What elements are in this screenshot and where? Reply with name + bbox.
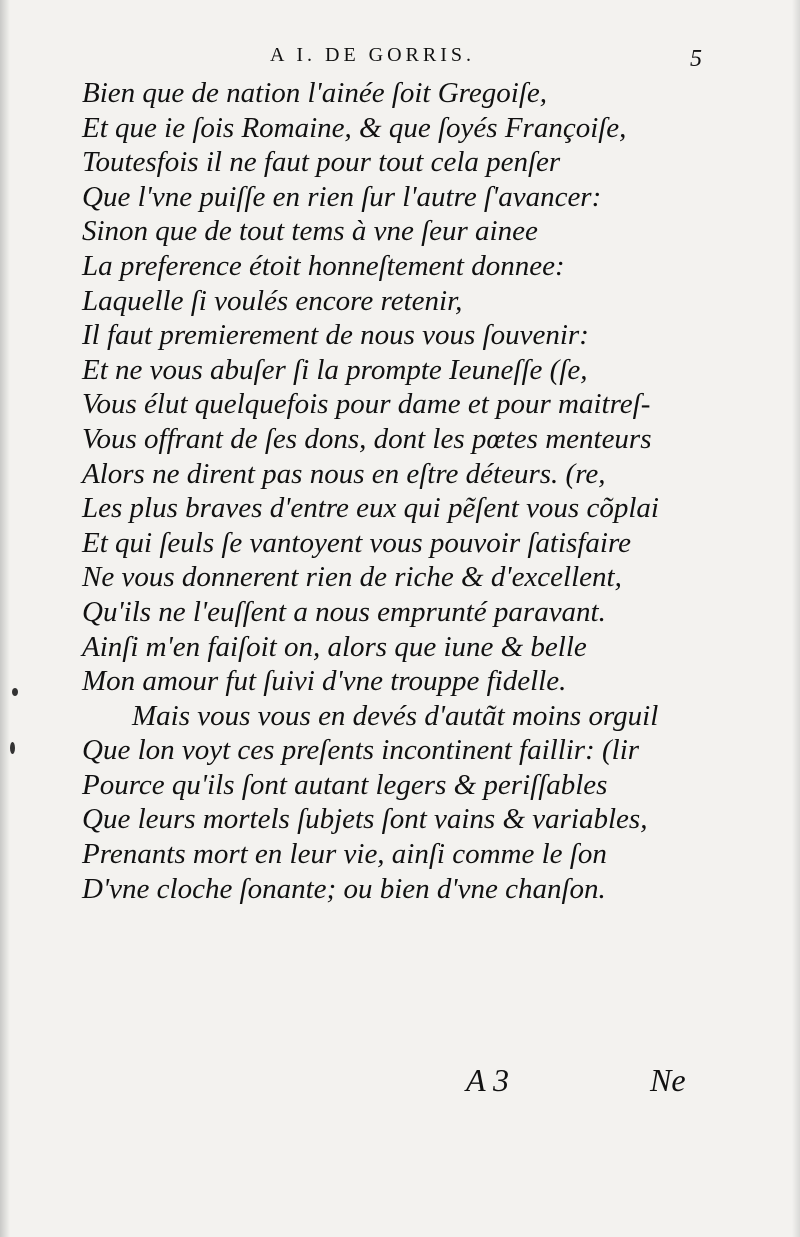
verse-line: Les plus braves d'entre eux qui pẽſent vous cõplai [82,492,659,525]
verse-line: Sinon que de tout tems à vne ſeur ainee [82,215,538,248]
verse-line: Que l'vne puiſſe en rien ſur l'autre ſ'avancer: [82,180,602,213]
verse-line: Il faut premierement de nous vous ſouvenir: [82,319,589,352]
verse-line: Et ne vous abuſer ſi la prompte Ieuneſſe (ſe, [82,353,588,386]
running-head: A I. DE GORRIS. [270,44,476,66]
catchword: Ne [650,1062,686,1098]
verse-line: Qu'ils ne l'euſſent a nous emprunté paravant. [82,595,606,628]
page-header [0,44,800,74]
verse-line: Vous offrant de ſes dons, dont les pœtes menteurs [82,422,652,455]
verse-line: Mon amour fut ſuivi d'vne trouppe fidelle. [82,665,567,698]
page-edge [792,0,800,1237]
verse-line: Que lon voyt ces preſents incontinent faillir: (lir [82,734,640,767]
verse-line: Pource qu'ils ſont autant legers & periſſables [82,768,608,801]
verse-line: Mais vous vous en devés d'autãt moins orguil [132,699,659,732]
verse-line: Et qui ſeuls ſe vantoyent vous pouvoir ſatisfaire [82,526,632,559]
verse-line: Et que ie ſois Romaine, & que ſoyés Françoiſe, [82,111,627,144]
verse-line: Ne vous donnerent rien de riche & d'excellent, [82,561,622,594]
page-number: 5 [690,46,702,72]
verse-line: Laquelle ſi voulés encore retenir, [82,284,463,317]
verse-line: Que leurs mortels ſubjets ſont vains & variables, [82,803,648,836]
verse-line: Bien que de nation l'ainée ſoit Gregoiſe, [82,77,547,109]
verse-block [82,76,732,906]
verse-line: D'vne cloche ſonante; ou bien d'vne chanſon. [82,872,606,905]
verse-line: La preference étoit honneſtement donnee: [82,249,565,282]
verse-line: Alors ne dirent pas nous en eſtre déteurs. (re, [82,457,606,490]
page-footer [0,1062,800,1102]
verse-line: Toutesfois il ne faut pour tout cela penſer [82,146,561,179]
verse-line: Ainſi m'en faiſoit on, alors que iune & belle [82,630,587,663]
margin-speck [12,688,18,696]
verse-line: Vous élut quelquefois pour dame et pour maitreſ- [82,388,651,421]
signature-mark: A 3 [466,1062,509,1098]
gutter-shadow [0,0,10,1237]
margin-speck [10,742,15,754]
verse-line: Prenants mort en leur vie, ainſi comme le ſon [82,838,607,871]
